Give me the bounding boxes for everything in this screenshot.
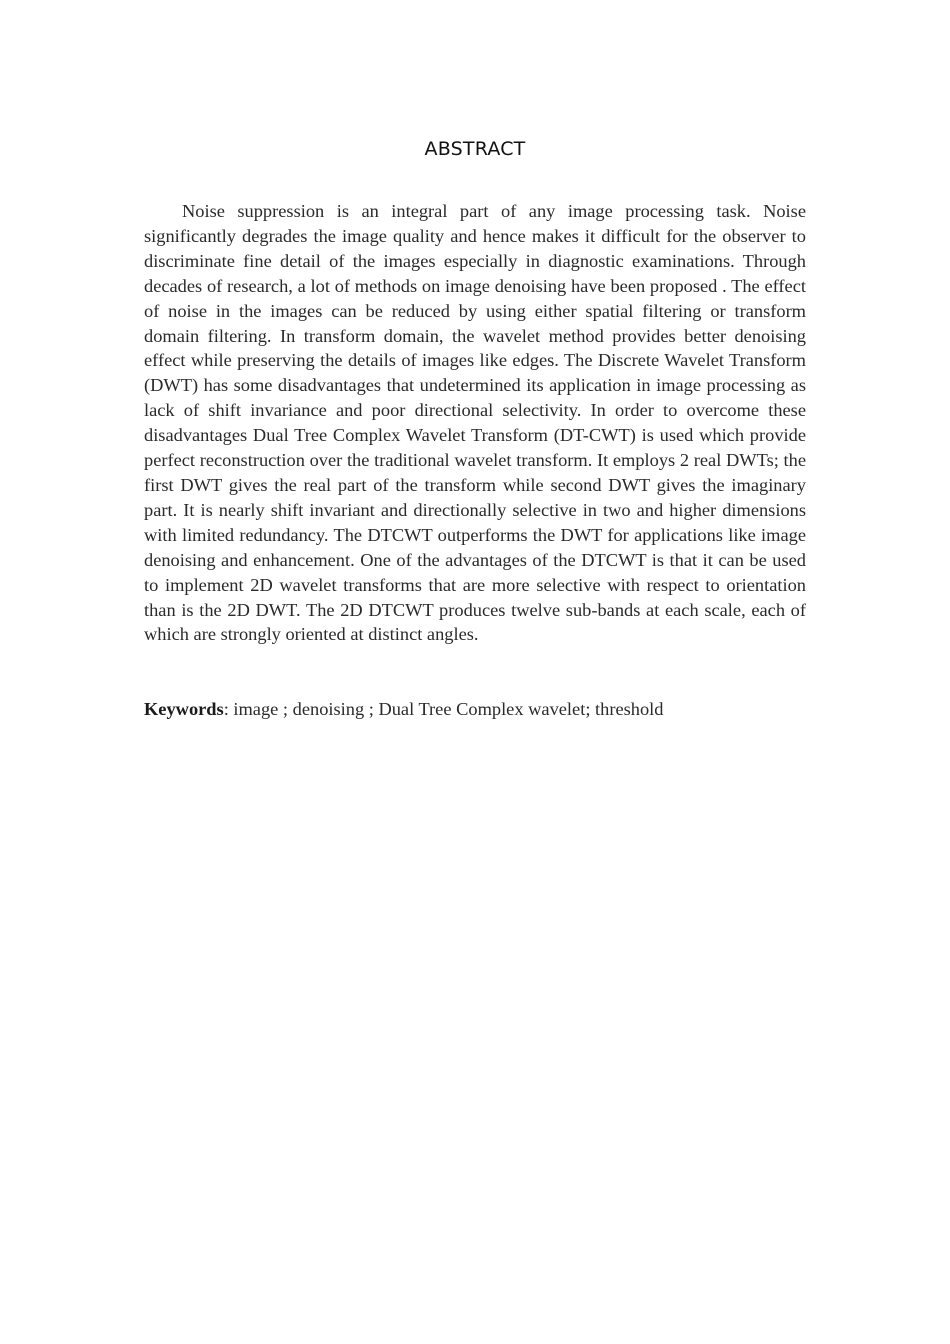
keywords-list: : image ; denoising ; Dual Tree Complex wavelet; threshold [223, 699, 664, 719]
keywords-line [144, 697, 806, 722]
keywords-label: Keywords [144, 699, 224, 719]
abstract-heading: ABSTRACT [424, 138, 526, 160]
abstract-paragraph: Noise suppression is an integral part of any image processing task. Noise significantly degrades the image quality and hence makes it difficult for the observer to discriminate fine detail of the images especially in diagnostic examinations. Through decades of research, a lot of methods on image denoising have been proposed . The effect of noise in the images can be reduced by using either spatial filtering or transform domain filtering. In transform domain, the wavelet method provides better denoising effect while preserving the details of images like edges. The Discrete Wavelet Transform (DWT) has some disadvantages that undetermined its application in image processing as lack of shift invariance and poor directional selectivity. In order to overcome these disadvantages Dual Tree Complex Wavelet Transform (DT-CWT) is used which provide perfect reconstruction over the traditional wavelet transform. It employs 2 real DWTs; the first DWT gives the real part of the transform while second DWT gives the imaginary part. It is nearly shift invariant and directionally selective in two and higher dimensions with limited redundancy. The DTCWT outperforms the DWT for applications like image denoising and enhancement. One of the advantages of the DTCWT is that it can be used to implement 2D wavelet transforms that are more selective with respect to orientation than is the 2D DWT. The 2D DTCWT produces twelve sub-bands at each scale, each of which are strongly oriented at distinct angles. [144, 201, 806, 645]
